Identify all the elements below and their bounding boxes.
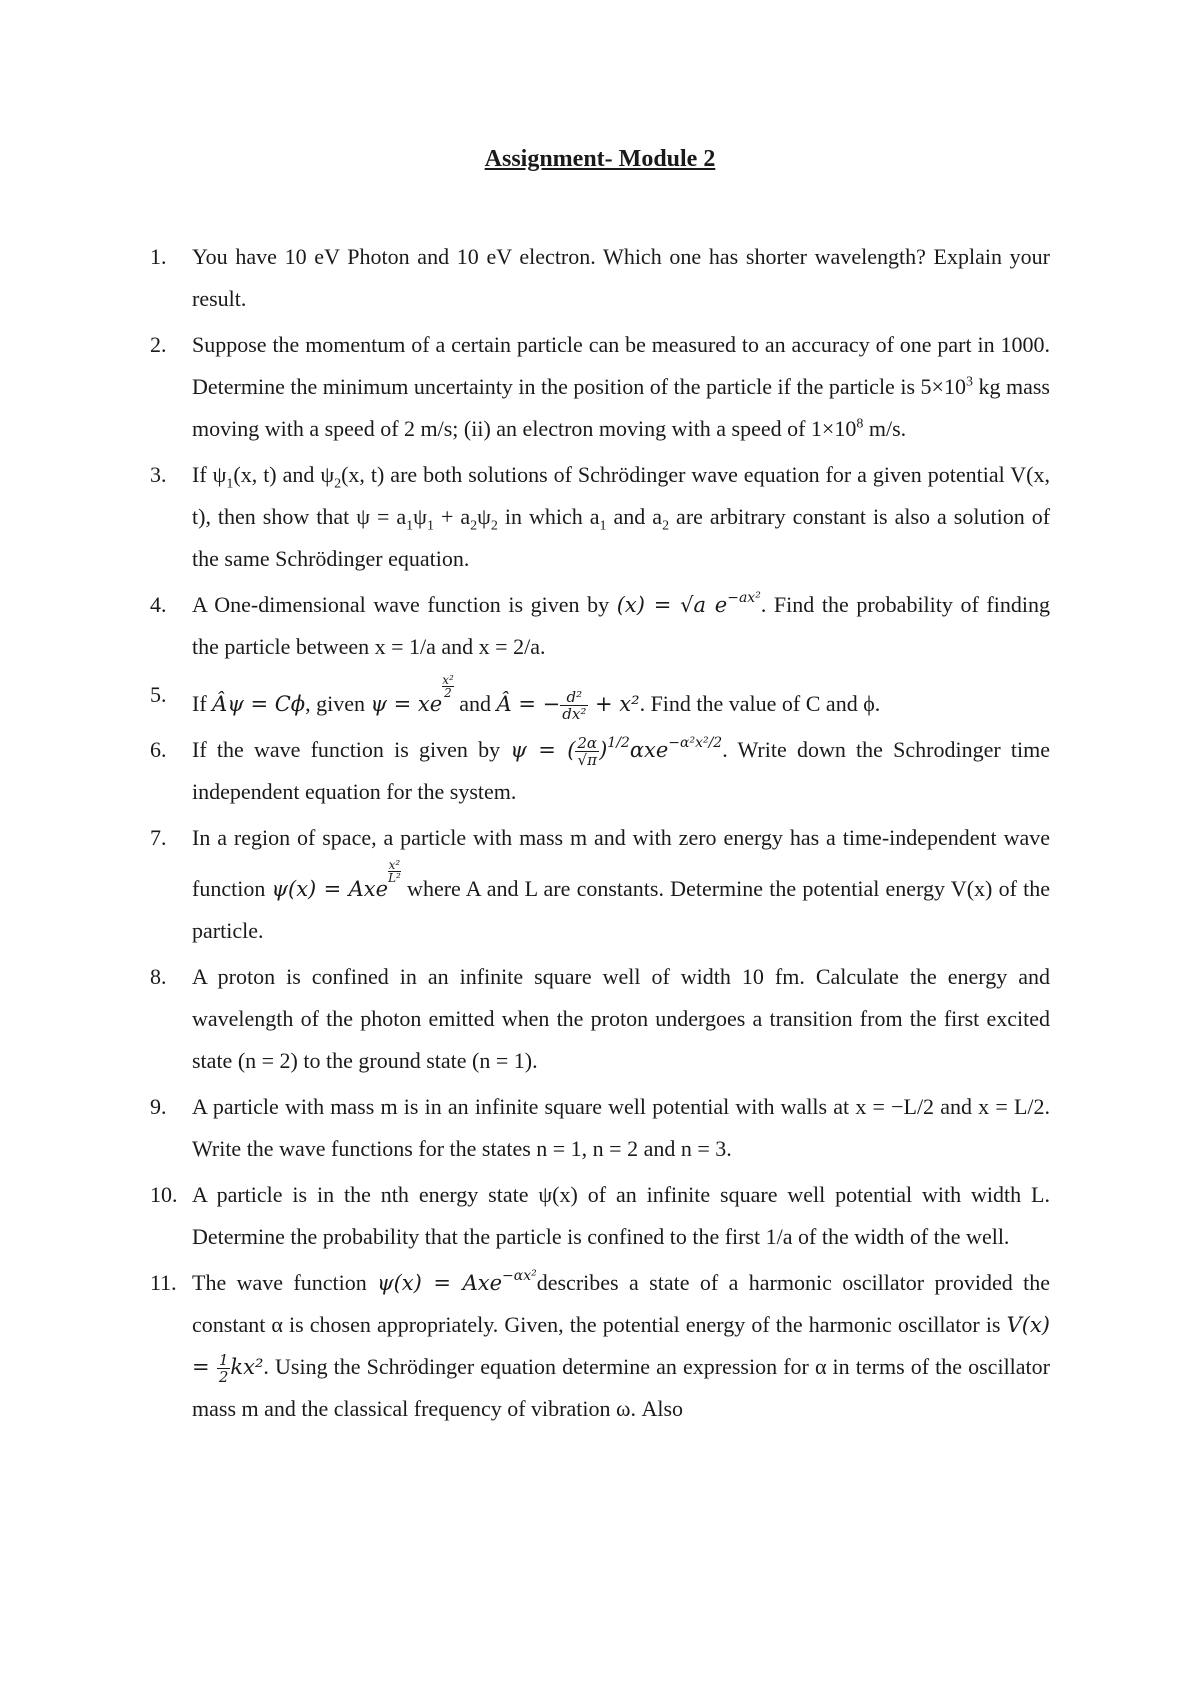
- question-list: [150, 236, 1050, 1434]
- question-number: 9.: [150, 1094, 167, 1119]
- question-1: [150, 236, 1050, 320]
- question-text: You have 10 eV Photon and 10 eV electron. Which one has shorter wavelength? Explain your result.: [192, 244, 1050, 311]
- page-title: Assignment- Module 2: [484, 146, 716, 172]
- equation: Âψ = Cϕ: [212, 692, 306, 716]
- question-2: [150, 324, 1050, 450]
- exponent-fraction: $\frac{\text{x²}}{\text{L²}}$: [388, 858, 401, 885]
- question-3: [150, 454, 1050, 580]
- equation: ψ(x) = Axe: [377, 1271, 503, 1295]
- question-8: [150, 956, 1050, 1082]
- question-5: [150, 674, 1050, 725]
- question-number: 7.: [150, 825, 167, 850]
- question-text: Suppose the momentum of a certain particle can be measured to an accuracy of one part in 1000. Determine the minimum uncertainty in the position of the particle if the particle is $5\times 10^3$ kg mass moving with a speed of 2 m/s; (ii) an electron moving with a speed of $1\times 10^8$ m/s.: [192, 332, 1050, 441]
- question-number: 5.: [150, 682, 167, 707]
- equation: Â = −: [496, 692, 561, 716]
- question-9: [150, 1086, 1050, 1170]
- equation: ψ = xe: [370, 692, 443, 716]
- fraction: $\frac{2\alpha}{√\pi}$: [577, 734, 598, 770]
- question-text: If Âψ = Cϕ, given ψ = xe $\frac{\text{x²}}{2}$ and Â = − $\frac{\text{d²}}{\text{dx²}}$ + x². Find the value of C and ϕ.: [192, 673, 881, 724]
- question-number: 6.: [150, 737, 167, 762]
- question-10: [150, 1174, 1050, 1258]
- question-text: If $\psi_1(x$, t) and $\psi_2(x$, t) are both solutions of Schrödinger wave equation for a given potential V(x, t), then show that $\psi = a_1\psi_1 + a_2\psi_2$ in which $a_1$ and $a_2$ are arbitrary constant is also a solution of the same Schrödinger equation.: [192, 462, 1051, 571]
- equation: (x) = √a e: [616, 593, 728, 617]
- equation: ψ(x) = Axe: [271, 877, 389, 901]
- question-number: 1.: [150, 244, 167, 269]
- equation: V(x) =: [192, 1313, 1050, 1379]
- question-number: 2.: [150, 332, 167, 357]
- question-6: [150, 729, 1050, 813]
- fraction: $\frac{\text{d²}}{\text{dx²}}$: [562, 688, 587, 724]
- question-text: A One-dimensional wave function is given by (x) = √a $e^{-ax^2}$. Find the probability of finding the particle between x = 1/a and x = 2/a.: [192, 590, 1050, 659]
- question-7: [150, 817, 1050, 952]
- exponent-fraction: $\frac{\text{x²}}{2}$: [442, 673, 454, 700]
- question-text: In a region of space, a particle with mass m and with zero energy has a time-independent wave function ψ(x) = Axe $\frac{\text{x²}}{\text{L²}}$ where A and L are constants. Determine the potential energy V(x) of the particle.: [192, 825, 1050, 943]
- equation: ψ = (: [510, 738, 576, 762]
- question-text: The wave function ψ(x) = Axe$^{-\alpha x^2}$describes a state of a harmonic oscillator provided the constant α is chosen appropriately. Given, the potential energy of the harmonic oscillator is V(x) = $\frac{1}{2}$ kx². Using the Schrödinger equation determine an expression for α in terms of the oscillator mass m and the classical frequency of vibration ω. Also: [192, 1268, 1050, 1421]
- question-number: 11.: [150, 1270, 177, 1295]
- question-number: 8.: [150, 964, 167, 989]
- question-text: If the wave function is given by ψ = ( $\frac{2\alpha}{√\pi}$ )$^{1/2}$αxe$^{-\alpha^2x^2/2}$. Write down the Schrodinger time independent equation for the system.: [192, 734, 1050, 804]
- question-4: [150, 584, 1050, 668]
- question-number: 3.: [150, 462, 167, 487]
- question-text: A particle with mass m is in an infinite square well potential with walls at x = −L/2 and x = L/2. Write the wave functions for the states n = 1, n = 2 and n = 3.: [192, 1094, 1050, 1161]
- fraction: $\frac{1}{2}$: [218, 1351, 229, 1387]
- question-text: A particle is in the nth energy state ψ(x) of an infinite square well potential with width L. Determine the probability that the particle is confined to the first 1/a of the width of the well.: [192, 1182, 1050, 1249]
- question-number: 4.: [150, 592, 167, 617]
- question-number: 10.: [150, 1182, 178, 1207]
- question-text: A proton is confined in an infinite square well of width 10 fm. Calculate the energy and wavelength of the photon emitted when the proton undergoes a transition from the first excited state (n = 2) to the ground state (n = 1).: [192, 964, 1050, 1073]
- question-11: [150, 1262, 1050, 1430]
